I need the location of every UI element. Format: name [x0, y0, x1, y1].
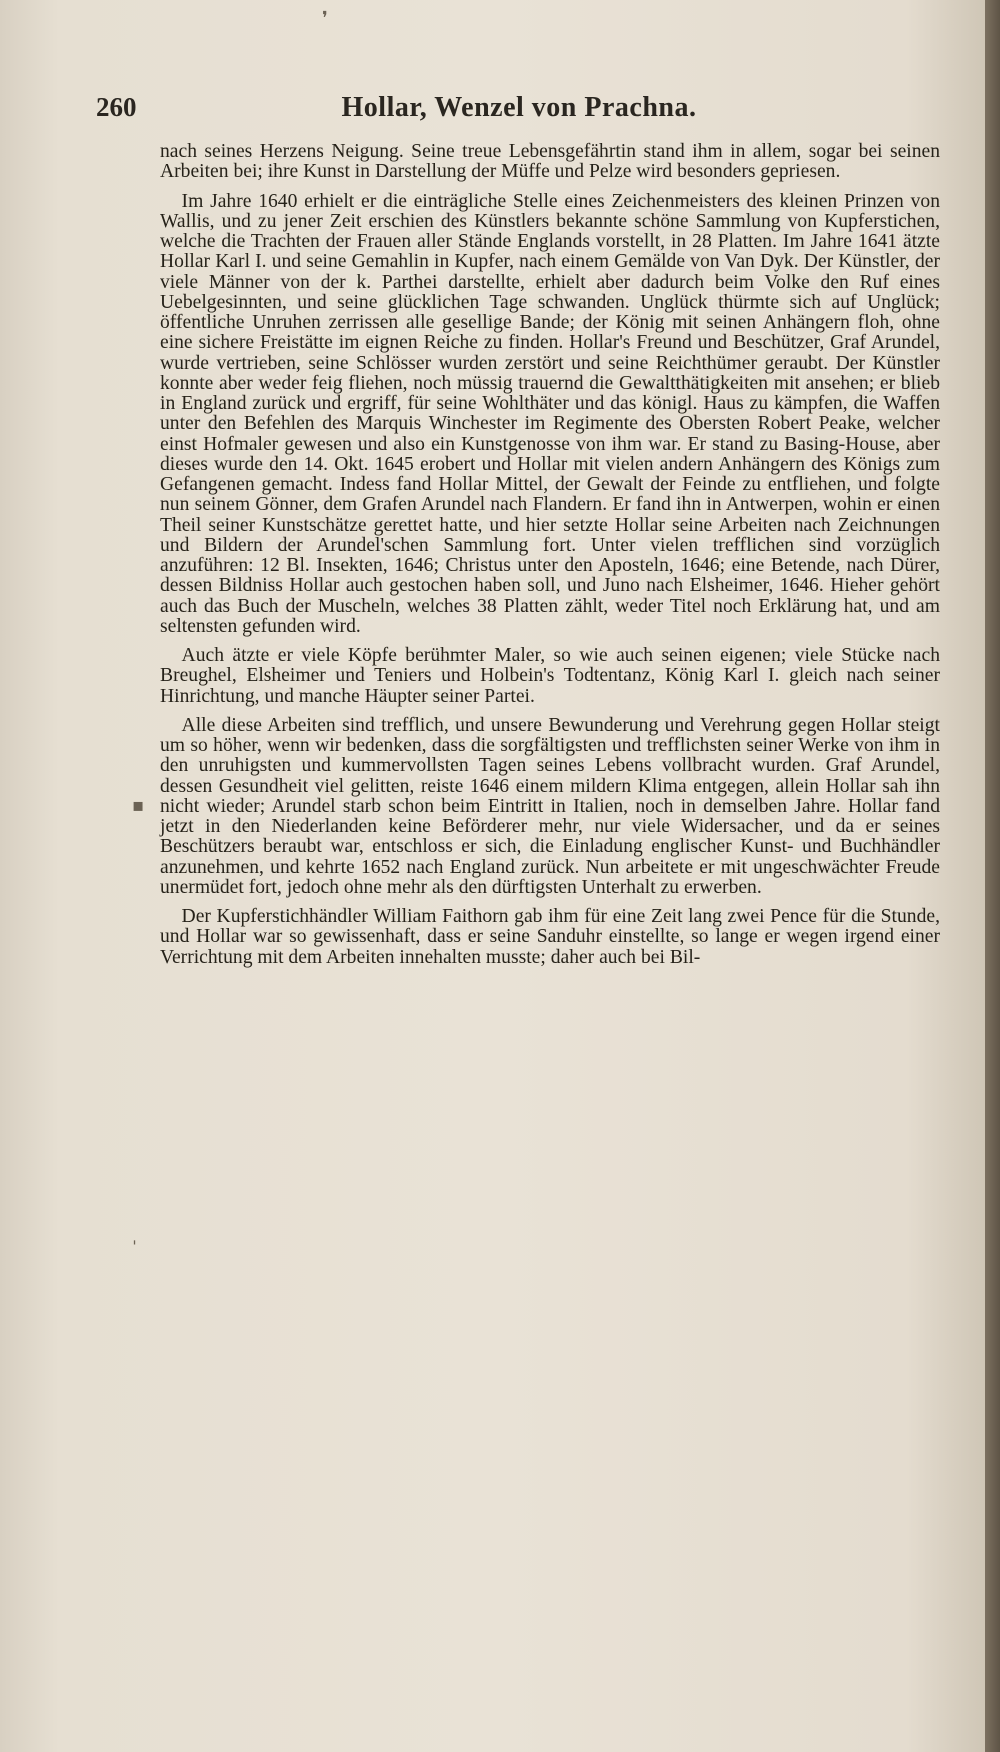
paragraph: Im Jahre 1640 erhielt er die einträgliche Stelle eines Zeichenmeisters des kleinen Prinzen von Wallis, und zu jener Zeit erschien des Künstlers bekannte schöne Sammlung von Kupferstichen, welche die Trachten der Frauen aller Stände Englands vorstellt, in 28 Platten. Im Jahre 1641 ätzte Hollar Karl I. und seine Gemahlin in Kupfer, nach einem Gemälde von Van Dyk. Der Künstler, der viele Männer von der k. Parthei darstellte, erhielt aber dadurch beim Volke den Ruf eines Uebelgesinnten, und seine glücklichen Tage schwanden. Unglück thürmte sich auf Unglück; öffentliche Unruhen zerrissen alle gesellige Bande; der König mit seinen Anhängern floh, ohne eine sichere Freistätte im eignen Reiche zu finden. Hollar's Freund und Beschützer, Graf Arundel, wurde vertrieben, seine Schlösser wurden zerstört und seine Reichthümer geraubt. Der Künstler konnte aber weder feig fliehen, noch müssig trauernd die Gewaltthätigkeiten mit ansehen; er blieb in England zurück und ergriff, für seine Wohlthäter und das königl. Haus zu kämpfen, die Waffen unter den Befehlen des Marquis Winchester im Regimente des Obersten Robert Peake, welcher einst Hofmaler gewesen und also ein Kunstgenosse von ihm war. Er stand zu Basing-House, aber dieses wurde den 14. Okt. 1645 erobert und Hollar mit vielen andern Anhängern des Königs zum Gefangenen gemacht. Indess fand Hollar Mittel, der Gewalt der Feinde zu entfliehen, und folgte nun seinem Gönner, dem Grafen Arundel nach Flandern. Er fand ihn in Antwerpen, wohin er einen Theil seiner Kunstschätze gerettet hatte, und hier setzte Hollar seine Arbeiten nach Zeichnungen und Bildern der Arundel'schen Sammlung fort. Unter vielen trefflichen sind vorzüglich anzuführen: 12 Bl. Insekten, 1646; Christus unter den Aposteln, 1646; eine Betende, nach Dürer, dessen Bildniss Hollar auch gestochen haben soll, und Juno nach Elsheimer, 1646. Hieher gehört auch das Buch der Muscheln, welches 38 Platten zählt, weder Titel noch Erklärung hat, und am seltensten gefunden wird. [160, 190, 940, 637]
body-text [160, 142, 940, 977]
paragraph: nach seines Herzens Neigung. Seine treue Lebensgefährtin stand ihm in allem, sogar bei seinen Arbeiten bei; ihre Kunst in Darstellung der Müffe und Pelze wird besonders gepriesen. [160, 141, 940, 183]
paragraph: Alle diese Arbeiten sind trefflich, und unsere Bewunderung und Verehrung gegen Hollar steigt um so höher, wenn wir bedenken, dass die sorgfältigsten und trefflichsten seiner Werke von ihm in den unruhigsten und kummervollsten Tagen seines Lebens vollbracht wurden. Graf Arundel, dessen Gesundheit viel gelitten, reiste 1646 einem mildern Klima entgegen, allein Hollar sah ihn nicht wieder; Arundel starb schon beim Eintritt in Italien, noch in demselben Jahre. Hollar fand jetzt in den Niederlanden keine Beförderer mehr, nur viele Widersacher, und da er seines Beschützers beraubt war, entschloss er sich, die Einladung englischer Kunst- und Buchhändler anzunehmen, und kehrte 1652 nach England zurück. Nun arbeitete er mit ungeschwächter Freude unermüdet fort, jedoch ohne mehr als den dürftigsten Unterhalt zu erwerben. [160, 714, 940, 898]
page-header [96, 92, 942, 132]
ink-speck: ˈ [132, 1238, 137, 1259]
page-number: 260 [96, 92, 137, 122]
running-title: Hollar, Wenzel von Prachna. [341, 92, 697, 123]
ink-speck: ▪ [132, 795, 145, 816]
book-edge [985, 0, 1000, 1752]
paragraph: Auch ätzte er viele Köpfe berühmter Maler, so wie auch seinen eigenen; viele Stücke nach Breughel, Elsheimer und Teniers und Holbein's Todtentanz, König Karl I. gleich nach seiner Hinrichtung, und manche Häupter seiner Partei. [160, 645, 940, 707]
ink-speck: ❜ [322, 8, 328, 29]
paragraph: Der Kupferstichhändler William Faithorn gab ihm für eine Zeit lang zwei Pence für die Stunde, und Hollar war so gewissenhaft, dass er seine Sanduhr einstellte, so lange er wegen irgend einer Verrichtung mit dem Arbeiten innehalten musste; daher auch bei Bil- [160, 906, 940, 968]
